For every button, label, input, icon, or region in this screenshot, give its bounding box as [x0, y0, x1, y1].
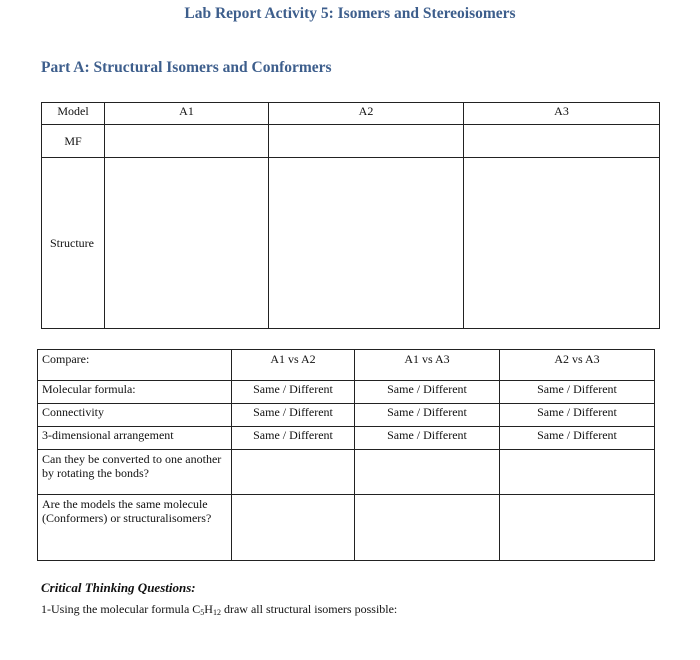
compare-header-a2-a3: A2 vs A3 [500, 350, 655, 381]
mf-cell-a2[interactable] [269, 125, 464, 158]
answer-cell[interactable] [355, 495, 500, 561]
compare-row-molecular-formula [38, 381, 655, 404]
answer-cell[interactable] [500, 450, 655, 495]
question-1-hydrogen: H [204, 602, 213, 616]
compare-header-a1-a3: A1 vs A3 [355, 350, 500, 381]
same-different-option[interactable]: Same / Different [355, 404, 500, 427]
compare-header-row [38, 350, 655, 381]
models-header-row [42, 103, 660, 125]
compare-row-rotation [38, 450, 655, 495]
answer-cell[interactable] [232, 450, 355, 495]
compare-row-connectivity [38, 404, 655, 427]
same-different-option[interactable]: Same / Different [500, 404, 655, 427]
same-different-option[interactable]: Same / Different [355, 427, 500, 450]
same-different-option[interactable]: Same / Different [500, 427, 655, 450]
question-1-prefix: 1-Using the molecular formula C [41, 602, 201, 616]
same-different-option[interactable]: Same / Different [232, 427, 355, 450]
mf-cell-a1[interactable] [105, 125, 269, 158]
same-different-option[interactable]: Same / Different [500, 381, 655, 404]
same-different-option[interactable]: Same / Different [232, 404, 355, 427]
section-title-part-a: Part A: Structural Isomers and Conformers [41, 59, 332, 76]
compare-header-label: Compare: [38, 350, 232, 381]
structure-cell-a1[interactable] [105, 158, 269, 329]
question-1 [41, 602, 397, 617]
row-label: Connectivity [38, 404, 232, 427]
answer-cell[interactable] [232, 495, 355, 561]
mf-label: MF [42, 125, 105, 158]
structure-cell-a3[interactable] [464, 158, 660, 329]
row-label: Molecular formula: [38, 381, 232, 404]
models-mf-row [42, 125, 660, 158]
structure-label: Structure [42, 158, 105, 329]
critical-thinking-heading: Critical Thinking Questions: [41, 580, 196, 595]
compare-row-conformers [38, 495, 655, 561]
row-label: Are the models the same molecule (Conformers) or structuralisomers? [38, 495, 232, 561]
same-different-option[interactable]: Same / Different [355, 381, 500, 404]
models-header-a2: A2 [269, 103, 464, 125]
answer-cell[interactable] [355, 450, 500, 495]
page-title: Lab Report Activity 5: Isomers and Stereoisomers [184, 5, 516, 22]
question-1-suffix: draw all structural isomers possible: [220, 602, 398, 616]
models-header-model: Model [42, 103, 105, 125]
models-header-a1: A1 [105, 103, 269, 125]
compare-table [37, 349, 655, 561]
compare-header-a1-a2: A1 vs A2 [232, 350, 355, 381]
answer-cell[interactable] [500, 495, 655, 561]
row-label: 3-dimensional arrangement [38, 427, 232, 450]
models-header-a3: A3 [464, 103, 660, 125]
mf-cell-a3[interactable] [464, 125, 660, 158]
question-1-subscript-carbon: 5 [200, 608, 205, 617]
row-label: Can they be converted to one another by rotating the bonds? [38, 450, 232, 495]
models-structure-row [42, 158, 660, 329]
compare-row-3d-arrangement [38, 427, 655, 450]
structure-cell-a2[interactable] [269, 158, 464, 329]
models-table [41, 102, 660, 329]
same-different-option[interactable]: Same / Different [232, 381, 355, 404]
question-1-subscript-hydrogen: 12 [212, 608, 221, 617]
